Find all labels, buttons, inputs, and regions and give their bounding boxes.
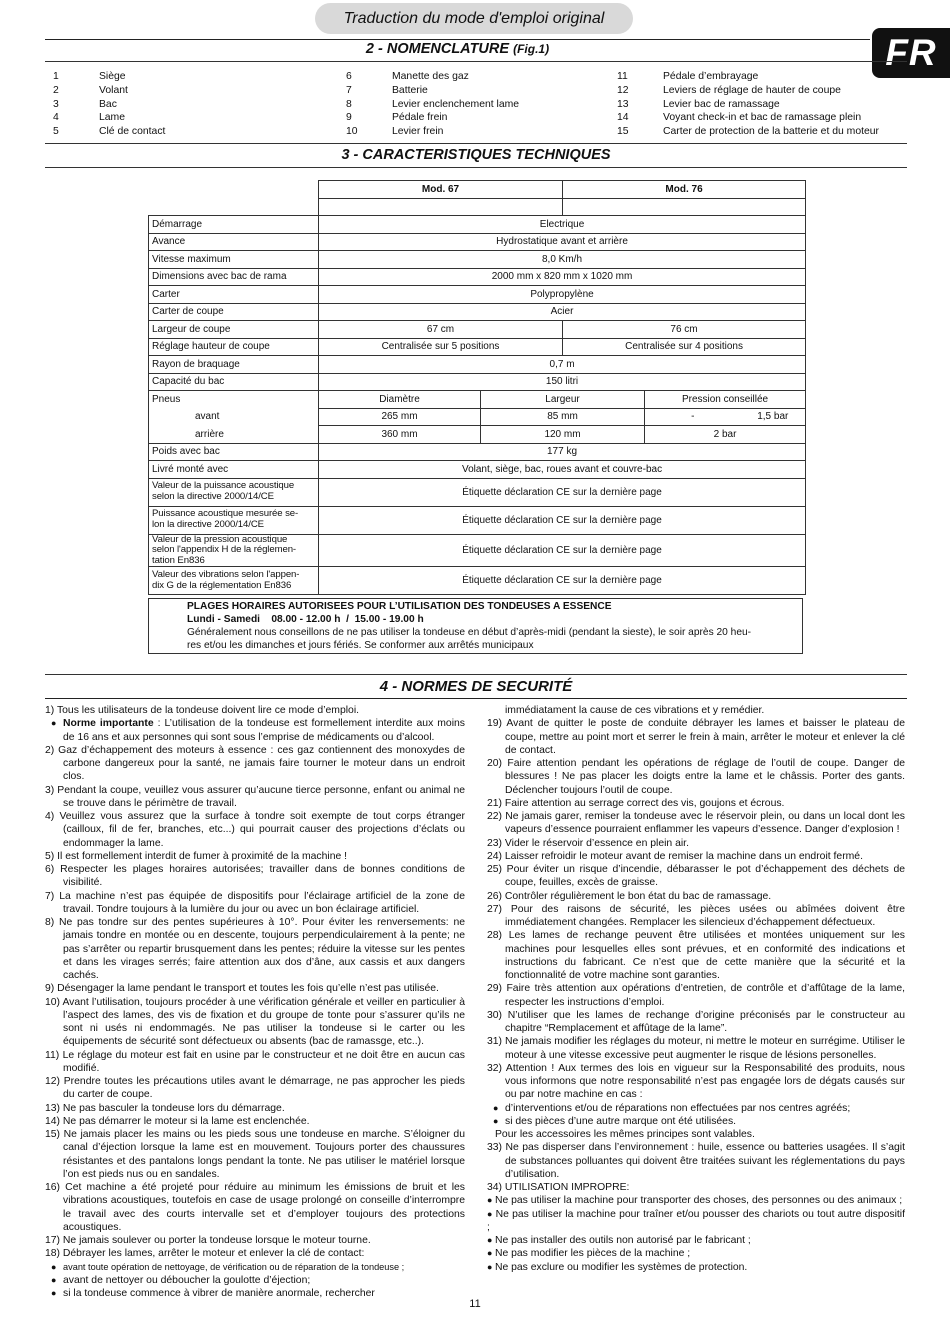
specs-title: 3 - CARACTERISTIQUES TECHNIQUES — [341, 147, 611, 163]
table-row — [149, 373, 806, 391]
model-67-header: Mod. 67 — [319, 181, 563, 199]
list-item: ● avant de nettoyer ou déboucher la goulotte d’éjection; — [45, 1274, 465, 1287]
table-row — [149, 321, 806, 339]
table-cell-label: Capacité du bac — [149, 373, 319, 391]
table-row — [149, 198, 806, 216]
nomenclature-title: 2 - NOMENCLATURE (Fig.1) — [365, 41, 550, 57]
table-row — [149, 251, 806, 269]
divider — [45, 698, 907, 699]
table-cell: 265 mm — [319, 408, 481, 426]
table-row — [149, 461, 806, 479]
table-cell: Volant, siège, bac, roues avant et couvre-bac — [319, 461, 806, 479]
table-row — [149, 216, 806, 234]
list-item: 11 Pédale d’embrayage — [617, 71, 759, 82]
table-header-cell: Pression conseillée — [645, 391, 806, 409]
table-row — [149, 478, 806, 506]
page-number: 11 — [469, 1298, 481, 1310]
language-badge: FR — [872, 28, 950, 78]
table-cell-label: Vitesse maximum — [149, 251, 319, 269]
list-item: 3) Pendant la coupe, veuillez vous assurer qu’aucune tierce personne, enfant ou animal ne se trouve dans le périmètre de travail. — [45, 784, 465, 809]
list-item: 24) Laisser refroidir le moteur avant de remiser la machine dans un endroit fermé. — [487, 850, 863, 862]
table-cell-label: Valeur des vibrations selon l'appen- dix G de la réglementation En836 — [149, 567, 319, 595]
list-item: ● Ne pas utiliser la machine pour transporter des choses, des personnes ou des animaux ; — [487, 1194, 905, 1207]
list-item: 31) Ne jamais modifier les réglages du moteur, ni mettre le moteur en surrégime. Utiliser le moteur à une vitesse excessive peut augmenter le risque de lésions personelles. — [487, 1036, 905, 1061]
list-item: 30) N’utiliser que les lames de rechange d’origine préconisés par le constructeur au chapitre “Remplacement et affûtage de la lame”. — [487, 1009, 905, 1034]
table-cell: 8,0 Km/h — [319, 251, 806, 269]
list-item: 17) Ne jamais soulever ou porter la tondeuse lorsque le moteur tourne. — [45, 1235, 371, 1246]
hours-title: PLAGES HORAIRES AUTORISEES POUR L’UTILISATION DES TONDEUSES A ESSENCE — [187, 601, 612, 612]
table-cell-label: Rayon de braquage — [149, 356, 319, 374]
list-item: ● d’interventions et/ou de réparations non effectuées par nos centres agréés; — [487, 1102, 905, 1115]
list-item: ● Ne pas installer des outils non autorisé par le fabricant ; — [487, 1234, 905, 1247]
list-item: 21) Faire attention au serrage correct des vis, goujons et écrous. — [487, 797, 785, 809]
list-item: 15 Carter de protection de la batterie et du moteur — [617, 126, 880, 138]
list-item: 4 Lame — [53, 112, 125, 124]
list-item: 14) Ne pas démarrer le moteur si la lame est enclenchée. — [45, 1115, 310, 1127]
table-cell: 1,5 bar — [741, 408, 806, 426]
list-item: 9) Désengager la lame pendant le transport et toutes les fois qu’elle n’est pas utilisée. — [45, 983, 439, 995]
table-row — [149, 303, 806, 321]
table-cell-label: Largeur de coupe — [149, 321, 319, 339]
table-cell: - — [645, 408, 741, 426]
list-item: 4) Veuillez vous assurez que la surface à tondre soit exempte de tout corps étranger (cailloux, fil de fer, branches, etc...) qui pourrait causer des projections d’éclats ou endommager la lame. — [45, 811, 465, 849]
table-cell: Centralisée sur 5 positions — [319, 338, 563, 356]
table-row — [149, 408, 806, 426]
document-header-title: Traduction du mode d'emploi original — [315, 3, 633, 34]
divider — [45, 61, 907, 62]
table-row — [149, 443, 806, 461]
list-item: 10) Avant l’utilisation, toujours procéder à une vérification générale et veiller en particulier à l’aspect des lames, des vis de fixation et du groupe de tonte pour s’assurer qu’ils ne sont ni usés ni endommagés. Ne pas utiliser la tondeuse si le carter ou les équipements de sécurité sont défectueux ou absents (bac de ramassge, etc..). — [45, 996, 465, 1048]
list-item: 23) Vider le réservoir d’essence en plein air. — [487, 837, 689, 849]
table-cell: Étiquette déclaration CE sur la dernière page — [319, 567, 806, 595]
table-row — [149, 286, 806, 304]
table-header-cell: Largeur — [481, 391, 645, 409]
list-item: 16) Cet machine a été projeté pour réduire au minimum les émissions de bruit et les vibrations acoustiques, toutefois en case de usage prolongé on conseille d’interrompre le travail avec des courts intervalle set et d’employer toujours des protections acoustiques. — [45, 1182, 465, 1233]
table-row — [149, 268, 806, 286]
list-item: 28) Les lames de rechange peuvent être utilisées et montées uniquement sur les machines pour lesquelles elles sont prévues, et en conformité des indications et instructions du fabricant. Ce n’est que de cette manière que la sécurité et la fonctionnalité de votre machine sont garanties. — [487, 930, 905, 981]
table-cell-label: Livré monté avec — [149, 461, 319, 479]
list-item: 2 Volant — [53, 84, 128, 96]
list-item: 7) La machine n’est pas équipée de dispositifs pour l’éclairage artificiel de la zone de travail. Tondre toujours à la lumière du jour ou avec un bon éclairage artificiel. — [45, 890, 465, 915]
norms-title: 4 - NORMES DE SECURITÉ — [379, 678, 573, 695]
table-cell: Acier — [319, 303, 806, 321]
table-cell-label: Valeur de la puissance acoustique selon la directive 2000/14/CE — [149, 478, 319, 506]
list-item: 5 Clé de contact — [53, 126, 166, 138]
list-item: 33) Ne pas disperser dans l’environnement : huile, essence ou batteries usagées. Il s’agit de substances polluantes qui doivent être traitées suivant les réglementations du pays d’utilisation. — [487, 1142, 905, 1180]
table-cell: 2000 mm x 820 mm x 1020 mm — [319, 268, 806, 286]
list-item: 2) Gaz d’échappement des moteurs à essence : ces gaz contiennent des monoxydes de carbone dangereux pour la santé, ne jamais faire tourner le moteur dans un endroit clos. — [45, 744, 465, 783]
table-cell-label: Démarrage — [149, 216, 319, 234]
divider — [45, 674, 907, 675]
list-item: 8) Ne pas tondre sur des pentes supérieures à 10°. Pour éviter les renversements: ne jamais tondre en montée ou en descente, toujours perpendiculairement à la pente; ne pas s’arrêter ou repartir brusquement dans les pentes; réduire la vitesse sur les pentes et dans les virages serrés; faire attention aux dos d’âne, aux cassis et aux dangers cachés. — [45, 917, 465, 981]
list-item: 29) Faire très attention aux opérations d’entretien, de contrôle et d’affûtage de la lame, respecter les instructions d’emploi. — [487, 983, 905, 1008]
list-item: 18) Débrayer les lames, arrêter le moteur et enlever la clé de contact: — [45, 1248, 365, 1260]
norms-left-column — [45, 704, 465, 1300]
list-item: 22) Ne jamais garer, remiser la tondeuse avec le réservoir plein, ou dans un local dont les vapeurs d’essence pourraient enflammer les vapeurs d’essence. Danger d’explosion ! — [487, 811, 905, 836]
list-item: 13 Levier bac de ramassage — [617, 98, 780, 110]
table-cell-label: Réglage hauteur de coupe — [149, 338, 319, 356]
table-cell-label: Dimensions avec bac de rama — [149, 268, 319, 286]
table-cell: 67 cm — [319, 321, 563, 339]
table-cell: Electrique — [319, 216, 806, 234]
table-row — [149, 181, 806, 199]
list-item: 6) Respecter les plages horaires autorisées; travailler dans de bonnes conditions de visibilité. — [45, 864, 465, 889]
list-item: 1) Tous les utilisateurs de la tondeuse doivent lire ce mode d’emploi. — [45, 705, 360, 716]
table-cell-label: Poids avec bac — [149, 443, 319, 461]
table-header-cell: Diamètre — [319, 391, 481, 409]
table-cell: 150 litri — [319, 373, 806, 391]
list-item: 12) Prendre toutes les précautions utiles avant le démarrage, ne pas approcher les pieds du carter de coupe. — [45, 1076, 465, 1101]
list-item: 14 Voyant check-in et bac de ramassage plein — [617, 112, 862, 124]
list-item: ● Ne pas exclure ou modifier les systèmes de protection. — [487, 1261, 905, 1274]
table-cell: Hydrostatique avant et arrière — [319, 233, 806, 251]
list-item: ● avant toute opération de nettoyage, de vérification ou de réparation de la tondeuse ; — [45, 1261, 465, 1274]
table-cell: Polypropylène — [319, 286, 806, 304]
list-item: 7 Batterie — [346, 84, 428, 96]
table-row — [149, 391, 806, 409]
divider — [45, 143, 907, 144]
divider — [45, 167, 907, 168]
list-item: immédiatament la cause de ces vibrations et y remédier. — [505, 705, 765, 716]
list-item: ● si la tondeuse commence à vibrer de manière anormale, rechercher — [45, 1287, 465, 1300]
list-item: 6 Manette des gaz — [346, 71, 469, 82]
list-item: 8 Levier enclenchement lame — [346, 98, 520, 110]
hours-schedule: Lundi - Samedi 08.00 - 12.00 h / 15.00 - 19.00 h — [187, 614, 424, 626]
table-cell: Étiquette déclaration CE sur la dernière page — [319, 478, 806, 506]
table-cell: 2 bar — [645, 426, 806, 444]
list-item: 15) Ne jamais placer les mains ou les pieds sous une tondeuse en marche. S’éloigner du canal d’éjection lorsque la lame est en mouvement. Toujours porter des chaussures résistantes et des pantalons longs pendant la tonte. Ne pas utiliser le matériel lorsque l’on est pieds nus ou en sandales. — [45, 1129, 465, 1180]
table-row — [149, 506, 806, 534]
table-cell: Étiquette déclaration CE sur la dernière page — [319, 506, 806, 534]
list-item: 10 Levier frein — [346, 126, 444, 138]
table-row — [149, 426, 806, 444]
table-row — [149, 534, 806, 567]
list-item: 9 Pédale frein — [346, 112, 448, 124]
table-cell-label: arrière — [149, 426, 319, 444]
table-row — [149, 567, 806, 595]
list-item: 26) Contrôler régulièrement le bon état du bac de ramassage. — [487, 890, 772, 902]
list-item: 34) UTILISATION IMPROPRE: — [487, 1182, 630, 1193]
hours-note: Généralement nous conseillons de ne pas utiliser la tondeuse en début d’après-midi (pendant la sieste), le soir après 20 heu- — [187, 627, 752, 639]
list-item: 3 Bac — [53, 98, 117, 110]
list-item: Pour les accessoires les mêmes principes sont valables. — [495, 1129, 755, 1140]
list-item: 20) Faire attention pendant les opérations de réglage de l’outil de coupe. Danger de blessures ! Ne pas placer les doigts entre la lame et le châssis. Porter des gants. Déclencher toujours l’outil de coupe. — [487, 758, 905, 796]
table-row — [149, 233, 806, 251]
list-item: 5) Il est formellement interdit de fumer à proximité de la machine ! — [45, 850, 348, 862]
model-76-header: Mod. 76 — [563, 181, 806, 199]
table-cell-label: Avance — [149, 233, 319, 251]
list-item: ● Ne pas utiliser la machine pour traîner et/ou pousser des chariots ou tout autre dispositif ; — [487, 1208, 905, 1235]
table-cell: 85 mm — [481, 408, 645, 426]
list-item: ● Norme importante : L’utilisation de la tondeuse est formellement interdite aux moins de 16 ans et aux personnes qui sont sous l’emprise de médicaments ou d’alcool. — [45, 717, 465, 744]
table-cell: Étiquette déclaration CE sur la dernière page — [319, 534, 806, 567]
table-cell-label: Carter de coupe — [149, 303, 319, 321]
table-cell-label: Valeur de la pression acoustique selon l'appendix H de la réglemen- tation En836 — [149, 534, 319, 567]
table-cell: 360 mm — [319, 426, 481, 444]
list-item: ● Ne pas modifier les pièces de la machine ; — [487, 1247, 905, 1260]
table-cell-label: Carter — [149, 286, 319, 304]
list-item: 25) Pour éviter un risque d’incendie, débarasser le pot d’échappement des déchets de coupe, feuilles, excès de graisse. — [487, 864, 905, 889]
table-cell: 76 cm — [563, 321, 806, 339]
hours-note: res et/ou les dimanches et jours fériés. Se conformer aux arrêtés municipaux — [187, 640, 534, 652]
table-cell-label: Pneus — [149, 391, 319, 409]
specs-table — [148, 180, 806, 595]
list-item: 11) Le réglage du moteur est fait en usine par le constructeur et ne doit être en aucun cas modifié. — [45, 1049, 465, 1074]
table-cell: 120 mm — [481, 426, 645, 444]
table-row — [149, 356, 806, 374]
table-cell-label: avant — [149, 408, 319, 426]
table-row — [149, 338, 806, 356]
list-item: 27) Pour des raisons de sécurité, les pièces usées ou abîmées doivent être immédiatement changées. Remplacer les silencieux d’échappement défectueux. — [487, 903, 905, 928]
table-cell: 0,7 m — [319, 356, 806, 374]
table-cell: Centralisée sur 4 positions — [563, 338, 806, 356]
list-item: 32) Attention ! Aux termes des lois en vigueur sur la Responsabilité des produits, nous vous informons que notre responsabilité n’est pas engagée lors de dégats causés sur ou par notre machine en cas : — [487, 1062, 905, 1101]
list-item: 13) Ne pas basculer la tondeuse lors du démarrage. — [45, 1102, 285, 1114]
table-cell-label: Puissance acoustique mesurée se- lon la directive 2000/14/CE — [149, 506, 319, 534]
list-item: 1 Siège — [53, 71, 126, 82]
list-item: ● si des pièces d’une autre marque ont été utilisées. — [487, 1115, 905, 1128]
authorized-hours-box — [148, 598, 803, 654]
norms-right-column — [487, 704, 905, 1274]
list-item: 12 Leviers de réglage de hauter de coupe — [617, 84, 841, 96]
table-cell: 177 kg — [319, 443, 806, 461]
list-item: 19) Avant de quitter le poste de conduite débrayer les lames et baisser le plateau de coupe, mettre au point mort et serrer le frein à main, arrêter le moteur et enlever la clé de contact. — [487, 718, 905, 756]
